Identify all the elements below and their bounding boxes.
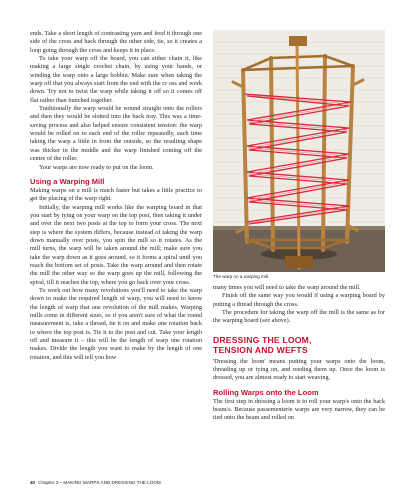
body-paragraph: Initially, the warping mill works like the warping board in that you start by tying on your warp on the top post, then taking it under and over the next two posts at the top to form your cross. The next step is where the system differs, because instead of taking the warp down manually over posts, you spin the mill so it rotates. As the mill turns, the warp will be taken around the mill; make sure you take the warp down as it goes around, so it forms a spiral until you reach the bottom set of posts. Take the warp around and then rotate the mill the other way so the warp goes up the mill, following the spiral, till it reaches the top, where you go back over your cross. xyxy=(30,203,202,286)
text-run: above). xyxy=(270,317,291,325)
text-run: The procedure for taking the warp off the mill is the same as for the warping board ( xyxy=(213,309,385,325)
body-paragraph xyxy=(213,309,385,326)
left-column xyxy=(30,30,202,362)
right-column xyxy=(213,284,385,423)
page-footer xyxy=(30,480,161,485)
body-paragraph: 'Dressing the loom' means putting your warps onto the loom, threading up or tying on, and reeding them up. Once the loom is dressed, you are almost ready to start weaving. xyxy=(213,357,385,382)
body-paragraph: ends. Take a short length of contrasting yarn and feed it through one side of the cross and back through the other side, tie, so it creates a loop going through the cross and keeps it in place. xyxy=(30,30,202,54)
body-paragraph: Your warps are now ready to put on the loom. xyxy=(39,163,154,171)
body-paragraph: Traditionally the warp would be wound straight onto the rollers and then they would be slotted into the back tray. This was a time-saving process and also helped ensure consistent tension: the warp would be rolled on to each end of the roller repeatedly, each time taking the warp a little in from the outside, so the resulting shape was thicker in the middle and the warp finished coming off the centre of the roller. xyxy=(30,105,202,163)
section-heading-line: TENSION AND WEFTS xyxy=(213,344,308,355)
warping-mill-photo xyxy=(213,30,385,272)
see-reference: see xyxy=(262,317,271,325)
subheading-warping-mill: Using a Warping Mill xyxy=(30,176,105,186)
body-paragraph: The first step in dressing a loom is to roll your warp/s onto the back beam/s. Because passementerie warps are very narrow, they can be tied onto the beam and rolled on xyxy=(213,397,385,422)
warping-mill-illustration xyxy=(213,30,385,272)
body-paragraph: Making warps on a mill is much faster but takes a little practice to get the placing of the warp right. xyxy=(30,186,202,203)
subheading-rolling-warps: Rolling Warps onto the Loom xyxy=(213,387,319,397)
body-paragraph: To work out how many revolutions you'll need to take the warp down to make the required length of warp, you will need to know the length of warp that one revolution of the mill makes. Warping mills come in different sizes, so if you aren't sure of what the round measurement is, take a thread, tie it on and make one rotation back to where the top post is. Tie it to the post and cut. Take your length off and measure it – this will be the length of warp one rotation makes. Divide the length you want to make by the length of one rotation, and this will tell you how xyxy=(30,286,202,361)
page-number: 40 xyxy=(30,480,36,485)
body-paragraph: To take your warp off the board, you can either chain it, like making a large single crochet chain, by using your hands, or winding the warp onto a large bobbin. Make sure when taking the warp off that you always start from the end with the cr oss and work down. Try not to twist the warp while taking it off so it comes off flat rather than bunched together. xyxy=(30,55,202,104)
section-heading-line: DRESSING THE LOOM, xyxy=(213,334,312,345)
body-paragraph: many times you will need to take the warp around the mill. xyxy=(213,284,361,291)
body-paragraph: Finish off the same way you would if using a warping board by putting a thread through the cross. xyxy=(213,292,385,308)
photo-caption: The warp on a warping mill. xyxy=(213,274,270,279)
running-head: Chapter 3 – MAKING WARPS AND DRESSING THE LOOM xyxy=(38,480,161,485)
section-heading xyxy=(213,335,385,355)
